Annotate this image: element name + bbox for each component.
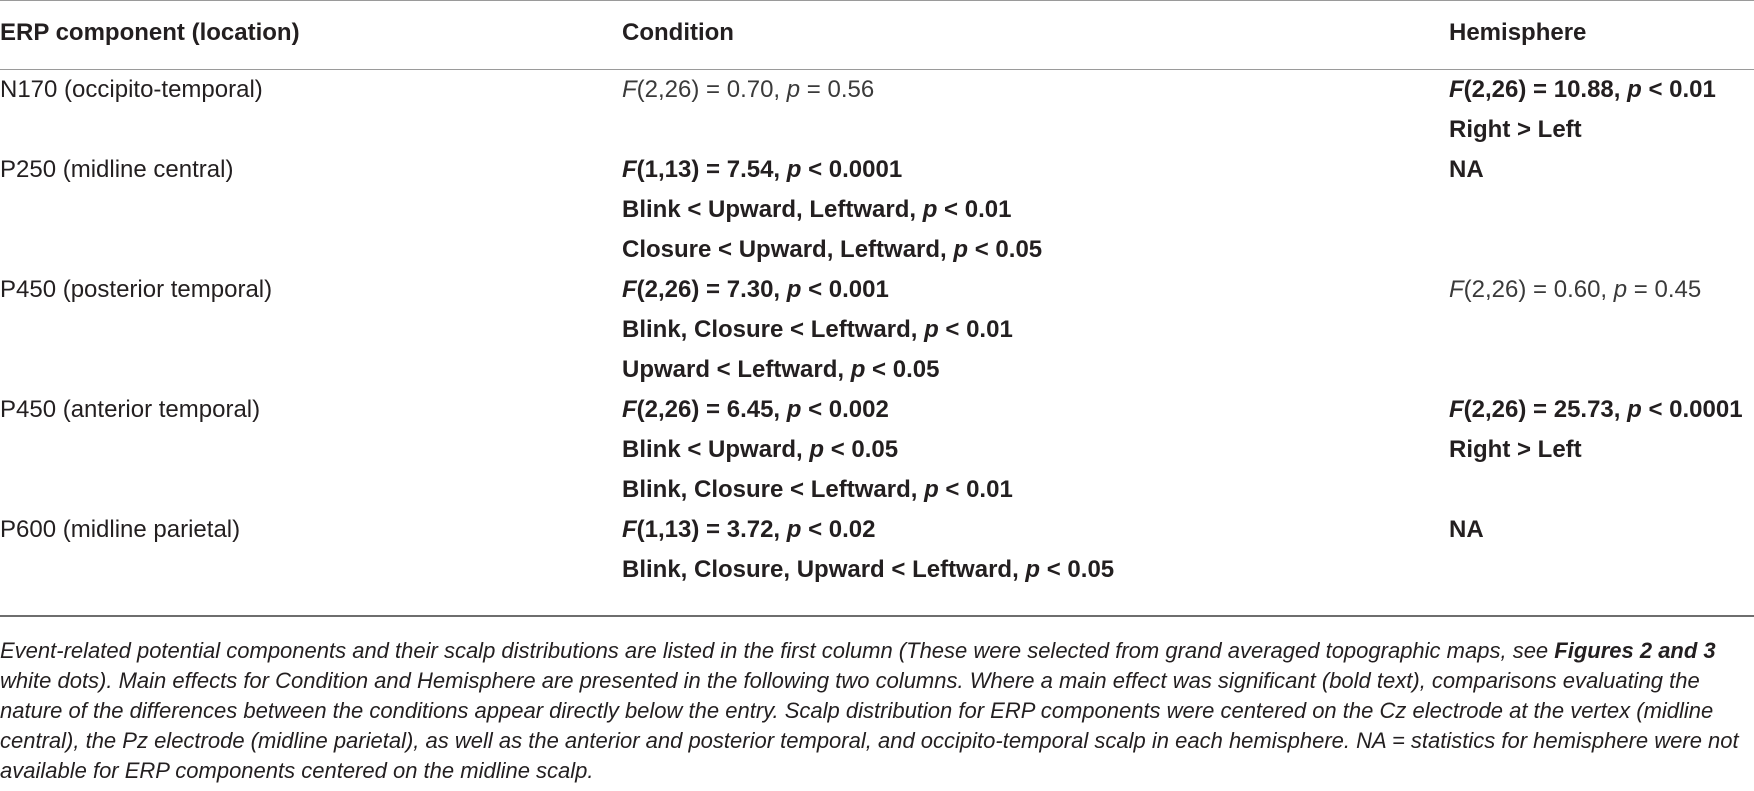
- f-symbol: F: [1449, 396, 1464, 423]
- hemisphere-line: [1449, 70, 1716, 110]
- p-value: < 0.001: [801, 276, 889, 303]
- hemisphere-line: [1449, 510, 1484, 550]
- p-value: < 0.01: [1641, 76, 1716, 103]
- comparison-text: Blink, Closure < Leftward,: [622, 316, 925, 343]
- cell-condition: [622, 510, 1114, 590]
- caption-figure-ref: Figures 2 and 3: [1554, 638, 1716, 663]
- p-symbol: p: [786, 76, 801, 103]
- header-component: ERP component (location): [0, 19, 300, 46]
- condition-line: [622, 350, 1013, 390]
- f-symbol: F: [622, 76, 637, 103]
- condition-line: [622, 550, 1114, 590]
- p-symbol: p: [953, 236, 969, 263]
- p-value: < 0.002: [801, 396, 889, 423]
- p-symbol: p: [850, 356, 866, 383]
- comparison-text: Blink < Upward, Leftward,: [622, 196, 923, 223]
- stat-text: Right > Left: [1449, 436, 1582, 463]
- p-symbol: p: [786, 156, 802, 183]
- condition-line: [622, 70, 874, 110]
- p-value: < 0.02: [801, 516, 876, 543]
- condition-line: [622, 270, 1013, 310]
- f-symbol: F: [622, 156, 637, 183]
- cell-component: P250 (midline central): [0, 156, 234, 183]
- comparison-text: Blink, Closure, Upward < Leftward,: [622, 556, 1026, 583]
- comparison-text: Closure < Upward, Leftward,: [622, 236, 954, 263]
- cell-hemisphere: [1449, 510, 1484, 550]
- f-value: (1,13) = 7.54,: [636, 156, 787, 183]
- comparison-text: Blink < Upward,: [622, 436, 810, 463]
- condition-line: [622, 390, 1013, 430]
- comparison-text: Blink, Closure < Leftward,: [622, 476, 925, 503]
- p-symbol: p: [809, 436, 825, 463]
- condition-line: [622, 190, 1042, 230]
- cell-component: P600 (midline parietal): [0, 516, 241, 543]
- p-value: < 0.01: [938, 316, 1013, 343]
- cell-condition: [622, 390, 1013, 510]
- f-value: (2,26) = 7.30,: [636, 276, 787, 303]
- cell-condition: [622, 70, 874, 110]
- p-value: = 0.56: [800, 76, 875, 103]
- hemisphere-line: [1449, 390, 1743, 430]
- f-value: (1,13) = 3.72,: [636, 516, 787, 543]
- header-hemisphere: Hemisphere: [1449, 19, 1587, 46]
- hemisphere-line: [1449, 270, 1701, 310]
- caption-text-2: white dots). Main effects for Condition and Hemisphere are presented in the following two columns. Where a main effect was significant (bold text), comparisons evaluating the nature of the differences between the conditions appear directly below the entry. Scalp distribution for ERP components were centered on the Cz electrode at the vertex (midline central), the Pz electrode (midline parietal), as well as the anterior and posterior temporal, and occipito-temporal scalp in each hemisphere. NA = statistics for hemisphere were not available for ERP components centered on the midline scalp.: [0, 668, 1739, 783]
- stat-text: Right > Left: [1449, 116, 1582, 143]
- p-symbol: p: [1613, 276, 1628, 303]
- cell-hemisphere: [1449, 390, 1743, 470]
- cell-component: N170 (occipito-temporal): [0, 76, 263, 103]
- cell-condition: [622, 150, 1042, 270]
- p-value: < 0.01: [938, 476, 1013, 503]
- table-top-rule: [0, 0, 1754, 1]
- p-symbol: p: [1627, 396, 1642, 423]
- f-value: (2,26) = 25.73,: [1463, 396, 1628, 423]
- p-symbol: p: [786, 276, 802, 303]
- p-value: < 0.0001: [1641, 396, 1743, 423]
- p-value: < 0.01: [937, 196, 1012, 223]
- cell-condition: [622, 270, 1013, 390]
- f-symbol: F: [622, 276, 637, 303]
- f-value: (2,26) = 0.70,: [636, 76, 787, 103]
- table-bottom-rule: [0, 615, 1754, 617]
- cell-component: P450 (anterior temporal): [0, 396, 261, 423]
- f-symbol: F: [1449, 276, 1464, 303]
- cell-hemisphere: [1449, 150, 1484, 190]
- p-symbol: p: [1627, 76, 1642, 103]
- p-value: < 0.05: [1040, 556, 1115, 583]
- p-symbol: p: [1025, 556, 1041, 583]
- stat-text: NA: [1449, 156, 1484, 183]
- condition-line: [622, 310, 1013, 350]
- p-value: < 0.0001: [801, 156, 903, 183]
- hemisphere-line: [1449, 430, 1743, 470]
- cell-component: P450 (posterior temporal): [0, 276, 273, 303]
- condition-line: [622, 510, 1114, 550]
- p-value: < 0.05: [968, 236, 1043, 263]
- p-symbol: p: [922, 196, 938, 223]
- cell-hemisphere: [1449, 70, 1716, 150]
- p-value: < 0.05: [824, 436, 899, 463]
- f-symbol: F: [622, 396, 637, 423]
- f-value: (2,26) = 0.60,: [1463, 276, 1614, 303]
- f-value: (2,26) = 6.45,: [636, 396, 787, 423]
- comparison-text: Upward < Leftward,: [622, 356, 851, 383]
- p-symbol: p: [786, 396, 802, 423]
- hemisphere-line: [1449, 150, 1484, 190]
- p-symbol: p: [786, 516, 802, 543]
- f-value: (2,26) = 10.88,: [1463, 76, 1628, 103]
- header-condition: Condition: [622, 19, 734, 46]
- p-value: = 0.45: [1627, 276, 1702, 303]
- condition-line: [622, 430, 1013, 470]
- p-symbol: p: [924, 316, 939, 343]
- hemisphere-line: [1449, 110, 1716, 150]
- caption-text-1: Event-related potential components and their scalp distributions are listed in the first column (These were selected from grand averaged topographic maps, see: [0, 638, 1555, 663]
- condition-line: [622, 150, 1042, 190]
- f-symbol: F: [622, 516, 637, 543]
- p-symbol: p: [924, 476, 939, 503]
- table-caption: [0, 636, 1752, 786]
- f-symbol: F: [1449, 76, 1464, 103]
- stat-text: NA: [1449, 516, 1484, 543]
- condition-line: [622, 470, 1013, 510]
- p-value: < 0.05: [865, 356, 940, 383]
- condition-line: [622, 230, 1042, 270]
- cell-hemisphere: [1449, 270, 1701, 310]
